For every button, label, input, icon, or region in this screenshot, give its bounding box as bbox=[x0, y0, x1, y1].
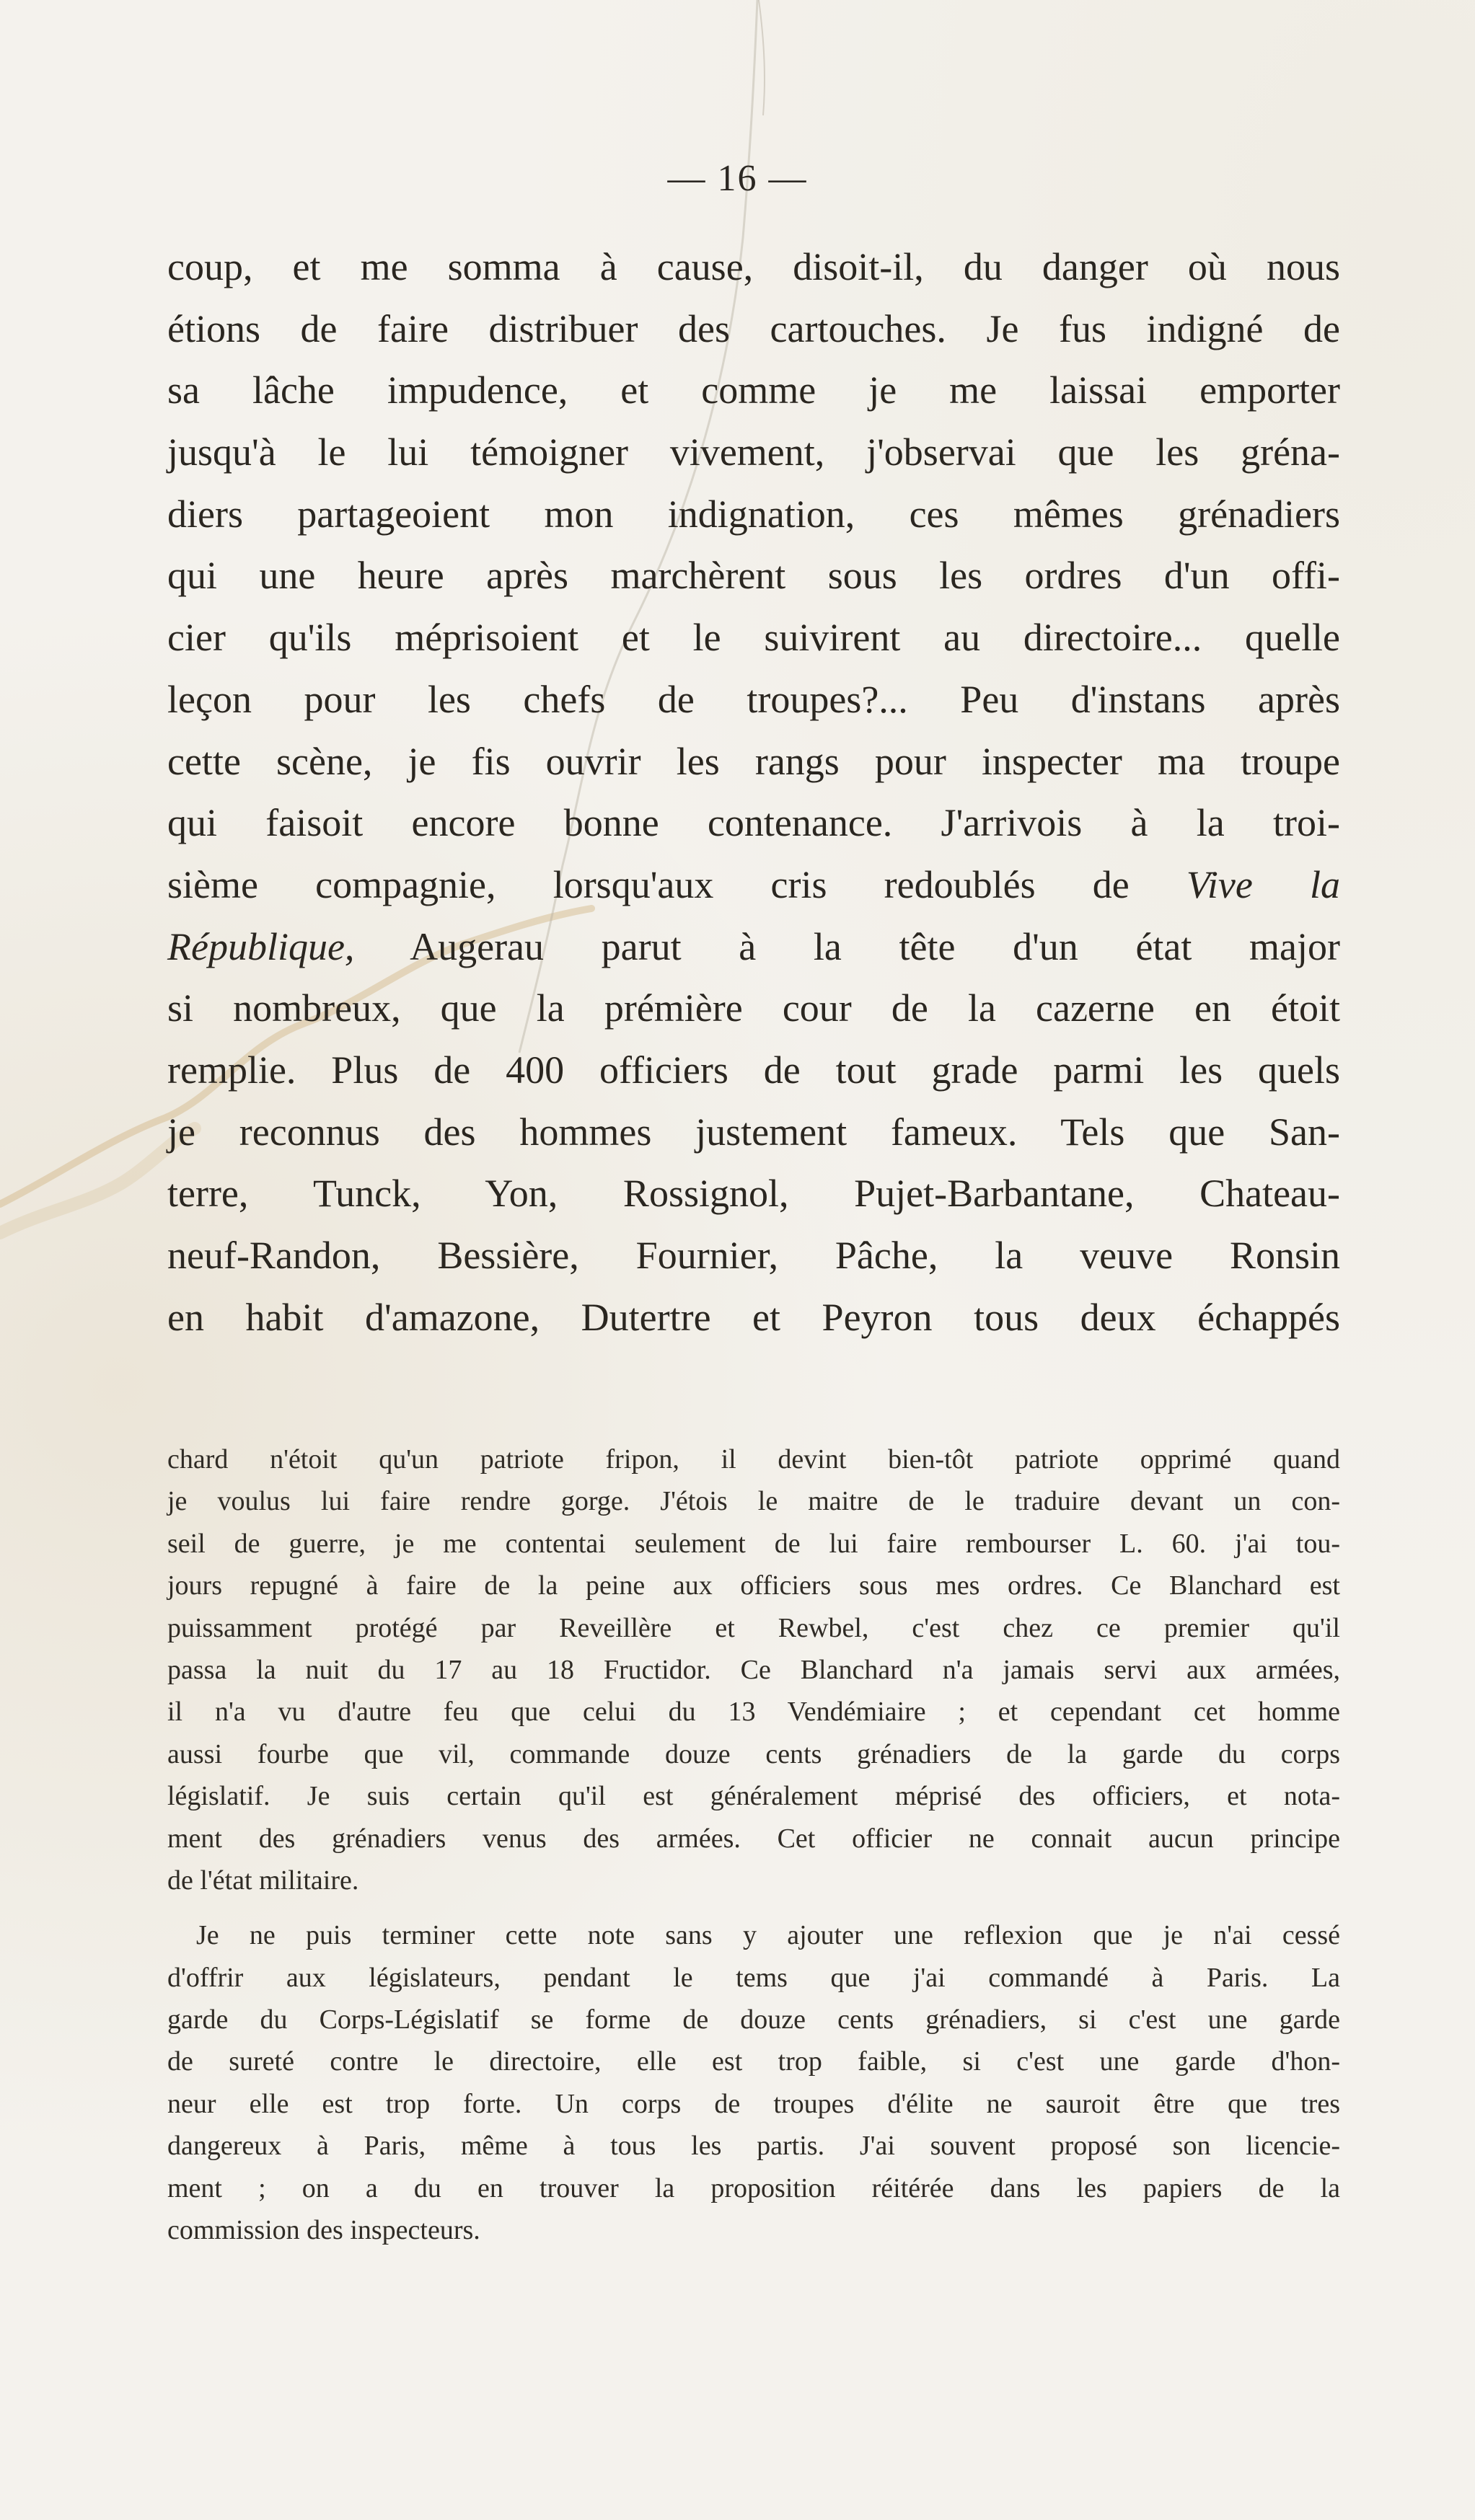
text-segment: Augerau parut à la tête d'un état major bbox=[354, 924, 1340, 968]
main-text bbox=[167, 236, 1340, 1348]
footnote-line: jours repugné à faire de la peine aux officiers sous mes ordres. Ce Blanchard est bbox=[167, 1570, 1340, 1601]
footnote-line: ment ; on a du en trouver la proposition réitérée dans les papiers de la bbox=[167, 2172, 1340, 2203]
italic-segment: Vive la bbox=[1186, 862, 1341, 906]
text-line: remplie. Plus de 400 officiers de tout grade parmi les quels bbox=[167, 1048, 1340, 1092]
text-line-italic-mix bbox=[167, 916, 1340, 978]
text-line: cier qu'ils méprisoient et le suivirent au directoire... quelle bbox=[167, 616, 1340, 660]
text-line: qui faisoit encore bonne contenance. J'arrivois à la troi- bbox=[167, 801, 1340, 845]
text-line: je reconnus des hommes justement fameux. Tels que San- bbox=[167, 1110, 1340, 1154]
text-line: neuf-Randon, Bessière, Fournier, Pâche, la veuve Ronsin bbox=[167, 1234, 1340, 1277]
page-number: — 16 — bbox=[667, 158, 808, 199]
footnote-line: législatif. Je suis certain qu'il est généralement méprisé des officiers, et nota- bbox=[167, 1781, 1340, 1812]
text-line: diers partageoient mon indignation, ces mêmes grénadiers bbox=[167, 492, 1340, 536]
text-line: en habit d'amazone, Dutertre et Peyron tous deux échappés bbox=[167, 1295, 1340, 1339]
footnote-line: garde du Corps-Législatif se forme de douze cents grénadiers, si c'est une garde bbox=[167, 2004, 1340, 2035]
footnote-line: de l'état militaire. bbox=[167, 1865, 359, 1896]
text-line: si nombreux, que la prémière cour de la cazerne en étoit bbox=[167, 986, 1340, 1030]
text-line: étions de faire distribuer des cartouches. Je fus indigné de bbox=[167, 306, 1340, 350]
paragraph-gap bbox=[167, 1901, 1340, 1914]
footnote-line: seil de guerre, je me contentai seulement de lui faire rembourser L. 60. j'ai tou- bbox=[167, 1528, 1340, 1559]
footnote-line: passa la nuit du 17 au 18 Fructidor. Ce Blanchard n'a jamais servi aux armées, bbox=[167, 1654, 1340, 1685]
text-line-italic-mix bbox=[167, 854, 1340, 916]
text-line: jusqu'à le lui témoigner vivement, j'observai que les gréna- bbox=[167, 430, 1340, 474]
footnote-line: puissamment protégé par Reveillère et Rewbel, c'est chez ce premier qu'il bbox=[167, 1612, 1340, 1643]
footnote-line: de sureté contre le directoire, elle est trop faible, si c'est une garde d'hon- bbox=[167, 2046, 1340, 2077]
text-segment: sième compagnie, lorsqu'aux cris redoublés de bbox=[167, 862, 1186, 906]
text-line: cette scène, je fis ouvrir les rangs pour inspecter ma troupe bbox=[167, 739, 1340, 783]
footnote-line: il n'a vu d'autre feu que celui du 13 Vendémiaire ; et cependant cet homme bbox=[167, 1697, 1340, 1728]
footnote bbox=[167, 1438, 1340, 2251]
footnote-line: d'offrir aux législateurs, pendant le tems que j'ai commandé à Paris. La bbox=[167, 1962, 1340, 1993]
text-line: sa lâche impudence, et comme je me laissai emporter bbox=[167, 368, 1340, 412]
text-line: leçon pour les chefs de troupes?... Peu d'instans après bbox=[167, 677, 1340, 721]
footnote-line: Je ne puis terminer cette note sans y ajouter une reflexion que je n'ai cessé bbox=[196, 1920, 1340, 1951]
footnote-line: neur elle est trop forte. Un corps de troupes d'élite ne sauroit être que tres bbox=[167, 2088, 1340, 2119]
footnote-line: chard n'étoit qu'un patriote fripon, il devint bien-tôt patriote opprimé quand bbox=[167, 1444, 1340, 1475]
footnote-line: je voulus lui faire rendre gorge. J'étois le maitre de le traduire devant un con- bbox=[167, 1486, 1340, 1517]
text-line: qui une heure après marchèrent sous les ordres d'un offi- bbox=[167, 554, 1340, 598]
italic-segment: République, bbox=[167, 924, 355, 968]
text-line: terre, Tunck, Yon, Rossignol, Pujet-Barbantane, Chateau- bbox=[167, 1172, 1340, 1216]
footnote-line: commission des inspecteurs. bbox=[167, 2215, 480, 2246]
footnote-line: aussi fourbe que vil, commande douze cents grénadiers de la garde du corps bbox=[167, 1738, 1340, 1769]
text-line: coup, et me somma à cause, disoit-il, du danger où nous bbox=[167, 245, 1340, 288]
footnote-line: ment des grénadiers venus des armées. Cet officier ne connait aucun principe bbox=[167, 1823, 1340, 1854]
footnote-line: dangereux à Paris, même à tous les partis. J'ai souvent proposé son licencie- bbox=[167, 2131, 1340, 2162]
